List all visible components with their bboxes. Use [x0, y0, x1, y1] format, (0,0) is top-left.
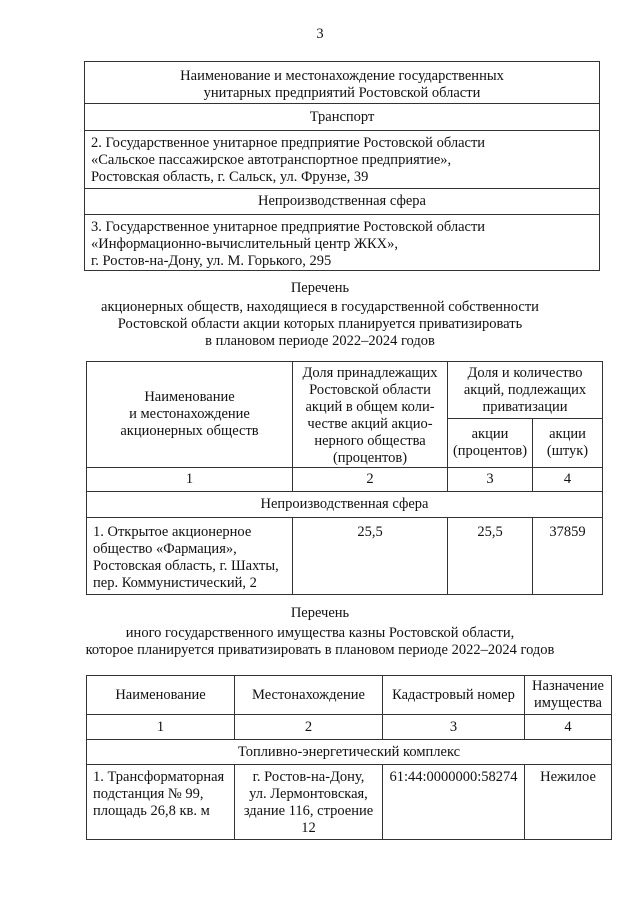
- state-enterprises-table: [84, 61, 600, 271]
- section-fuel-energy: Топливно-энергетический комплекс: [87, 740, 612, 765]
- property-location-cell: г. Ростов-на-Дону, ул. Лермонтовская, здание 116, строение 12: [235, 765, 383, 840]
- col-header-count: акции (штук): [533, 418, 603, 467]
- col-number: 1: [87, 468, 293, 492]
- joint-stock-companies-table: [86, 361, 603, 595]
- col-header-privatization: Доля и количество акций, подлежащих приватизации: [448, 362, 603, 419]
- section-transport: Транспорт: [85, 104, 600, 131]
- col-number: 3: [448, 468, 533, 492]
- list2-title: Перечень: [290, 280, 350, 296]
- percent-value: 25,5: [448, 518, 533, 595]
- list3-title: Перечень: [290, 605, 350, 621]
- col-header-percent: акции (процентов): [448, 418, 533, 467]
- col-number: 3: [383, 715, 525, 740]
- list3-subtitle: иного государственного имущества казны Ростовской области, которое планируется приватизировать в плановом периоде 2022–2024 годов: [85, 625, 555, 658]
- section-nonproduction: Непроизводственная сфера: [85, 189, 600, 215]
- cadastral-number: 61:44:0000000:58274: [383, 765, 525, 840]
- col-header-share: Доля принадлежащих Ростовской области акций в общем коли- честве акций акцио- нерного общества (процентов): [293, 362, 448, 468]
- table1-row-3: 3. Государственное унитарное предприятие Ростовской области «Информационно-вычислительный центр ЖКХ», г. Ростов-на-Дону, ул. М. Горького, 295: [85, 215, 600, 271]
- list2-subtitle: акционерных обществ, находящиеся в государственной собственности Ростовской области акции которых планируется приватизировать в плановом периоде 2022–2024 годов: [101, 299, 539, 349]
- col-number: 2: [293, 468, 448, 492]
- section-nonproduction: Непроизводственная сфера: [87, 492, 603, 518]
- col-number: 4: [533, 468, 603, 492]
- col-number: 1: [87, 715, 235, 740]
- table1-row-2: 2. Государственное унитарное предприятие Ростовской области «Сальское пассажирское автотранспортное предприятие», Ростовская область, г. Сальск, ул. Фрунзе, 39: [85, 131, 600, 189]
- count-value: 37859: [533, 518, 603, 595]
- property-name-cell: 1. Трансформаторная подстанция № 99, площадь 26,8 кв. м: [87, 765, 235, 840]
- col-header-purpose: Назначение имущества: [525, 676, 612, 715]
- other-property-table: [86, 675, 612, 840]
- page-number: 3: [316, 26, 324, 42]
- table1-header: Наименование и местонахождение государственных унитарных предприятий Ростовской области: [85, 62, 600, 104]
- col-header-location: Местонахождение: [235, 676, 383, 715]
- col-header-name: Наименование и местонахождение акционерных обществ: [87, 362, 293, 468]
- company-name-cell: 1. Открытое акционерное общество «Фармация», Ростовская область, г. Шахты, пер. Коммунистический, 2: [87, 518, 293, 595]
- col-number: 4: [525, 715, 612, 740]
- col-header-cadastral: Кадастровый номер: [383, 676, 525, 715]
- col-header-name: Наименование: [87, 676, 235, 715]
- share-value: 25,5: [293, 518, 448, 595]
- property-purpose: Нежилое: [525, 765, 612, 840]
- col-number: 2: [235, 715, 383, 740]
